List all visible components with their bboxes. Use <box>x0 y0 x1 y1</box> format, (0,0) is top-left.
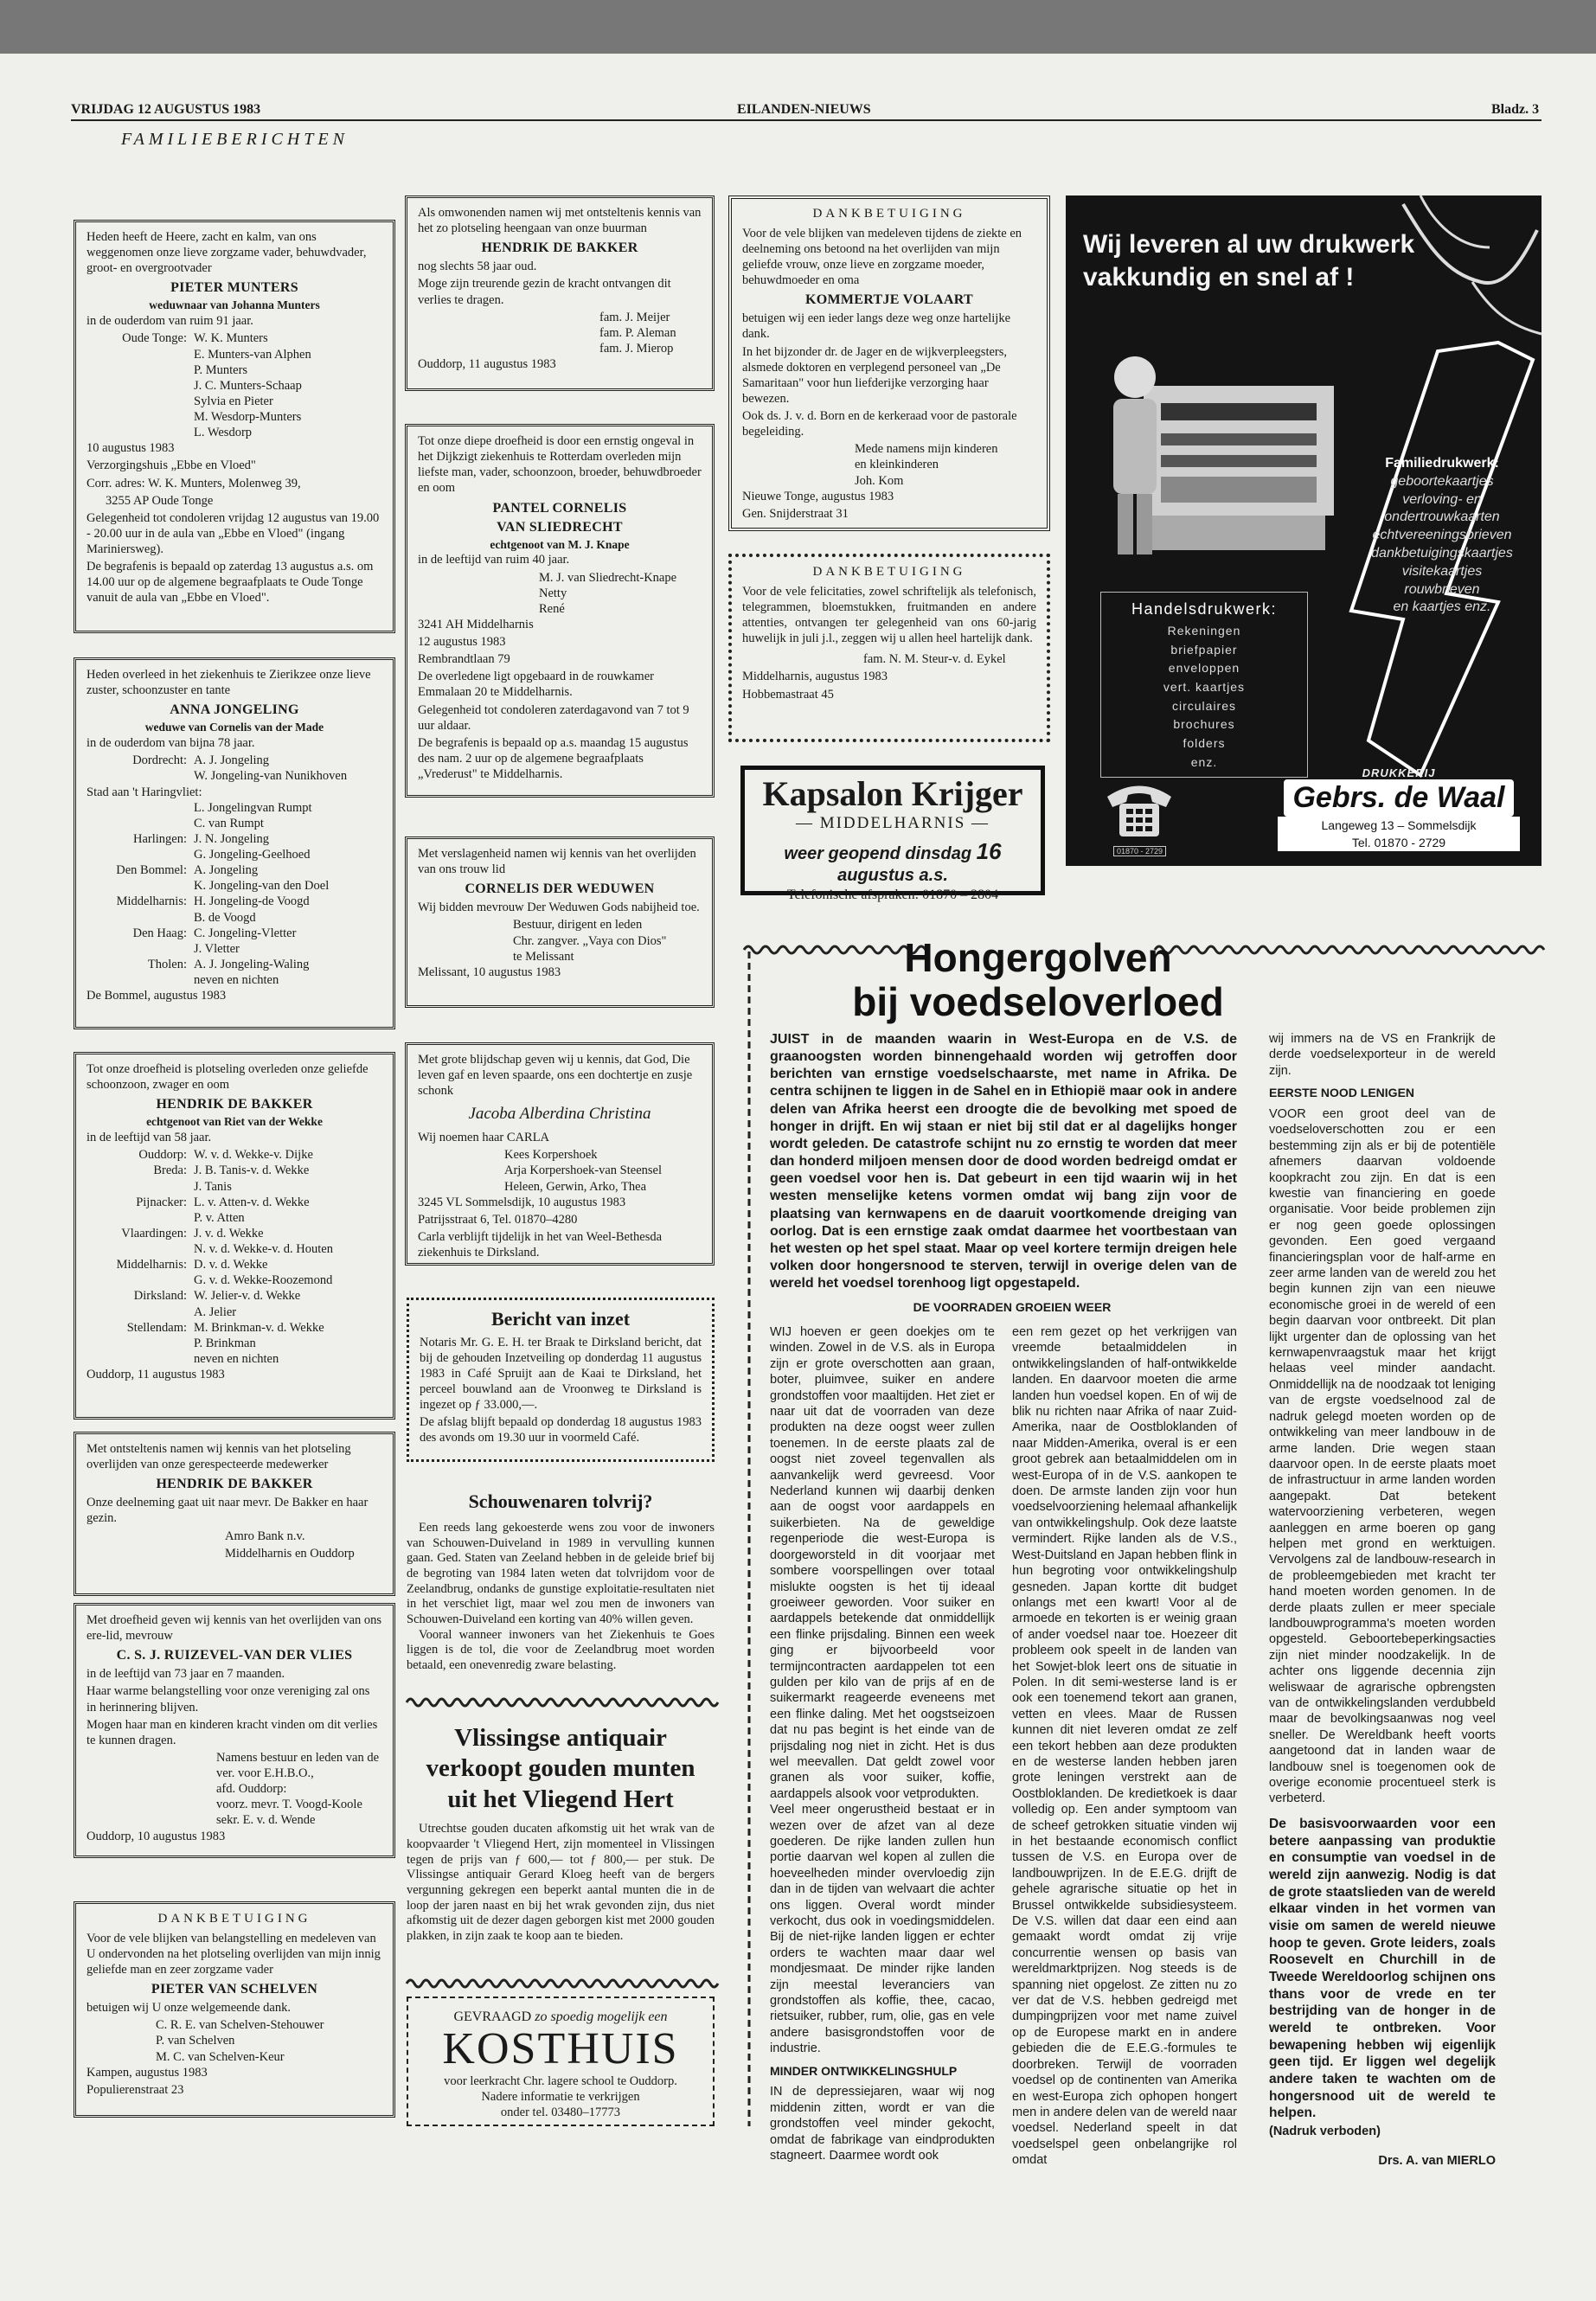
telephone-icon <box>1100 771 1178 844</box>
family-member: G. Jongeling-Geelhoed <box>194 848 311 862</box>
deceased-name: PANTEL CORNELIS <box>492 500 627 516</box>
deceased-sub: echtgenoot van M. J. Knape <box>490 537 630 551</box>
signature-block <box>87 2017 382 2064</box>
family-member: G. v. d. Wekke-Roozemond <box>194 1273 333 1288</box>
signature-line: Bestuur, dirigent en leden <box>513 918 643 933</box>
business-print-list <box>1100 592 1308 778</box>
family-place <box>87 1241 190 1257</box>
family-member: W. Jongeling-van Nunikhoven <box>194 769 348 784</box>
family-list <box>87 330 382 440</box>
signature-line: Netty <box>539 586 567 600</box>
family-member: L. Jongelingvan Rumpt <box>194 800 312 815</box>
signature-block <box>418 1147 702 1194</box>
family-place: Stad aan 't Haringvliet: <box>87 785 202 799</box>
signature-line: M. C. van Schelven-Keur <box>156 2049 285 2064</box>
family-member: M. Wesdorp-Munters <box>194 410 302 424</box>
article-schouwenaren <box>407 1490 715 1674</box>
family-member: C. Jongeling-Vletter <box>194 926 297 940</box>
deceased-sub: weduwe van Cornelis van der Made <box>144 721 324 734</box>
family-place <box>87 394 190 409</box>
family-member: J. C. Munters-Schaap <box>194 378 302 393</box>
family-member: A. J. Jongeling <box>194 753 269 768</box>
wave-divider <box>407 1977 715 1990</box>
notice-title: DANKBETUIGING <box>812 207 966 221</box>
notice-text: Carla verblijft tijdelijk in het van Weel-Bethesda ziekenhuis te Dirksland. <box>418 1229 663 1259</box>
notice-place: Ouddorp, 10 augustus 1983 <box>87 1829 226 1843</box>
family-member: J. B. Tanis-v. d. Wekke <box>194 1163 310 1178</box>
article-column-1 <box>770 1293 1112 2163</box>
article-text: wij immers na de VS en Frankrijk de derde voedselexporteur in de wereld zijn. <box>1269 1032 1496 1078</box>
ad-opening-day: 16 <box>976 837 1002 864</box>
notice-text: Gelegenheid tot condoleren zaterdagavond van 7 tot 9 uur aldaar. <box>418 702 689 733</box>
notice-weduwen <box>405 836 715 1008</box>
notice-text: In het bijzonder dr. de Jager en de wijkverpleegsters, alsmede doktoren en verplegend personeel van „De Samaritaan" voor hun liefderijke verzorging haar bewezen. <box>742 344 1008 406</box>
deceased-name: HENDRIK DE BAKKER <box>156 1097 313 1112</box>
deceased-age: in de ouderdom van ruim 91 jaar. <box>87 314 253 329</box>
notice-text: Ook ds. J. v. d. Born en de kerkeraad voor de pastorale begeleiding. <box>742 409 1017 439</box>
notice-ruizevel <box>74 1603 395 1858</box>
family-print-item: en kaartjes enz. <box>1393 599 1491 615</box>
family-member: W. v. d. Wekke-v. Dijke <box>194 1148 313 1163</box>
notice-text: betuigen wij een ieder langs deze weg onze hartelijke dank. <box>742 311 1011 342</box>
notice-intro: Tot onze diepe droefheid is door een ernstig ongeval in het Dijkzigt ziekenhuis te Rotterdam overleden mijn liefste man, vader, schoonzoon, broeder, behuwdbroeder en oom <box>418 434 702 496</box>
article-title <box>779 936 1298 1023</box>
business-print-item: briefpapier <box>1170 642 1238 657</box>
family-member: neven en nichten <box>194 973 279 987</box>
family-place <box>87 1179 190 1195</box>
family-place: Breda: <box>153 1163 187 1178</box>
notice-address: Populierenstraat 23 <box>87 2082 184 2097</box>
notice-date: 12 augustus 1983 <box>418 635 506 649</box>
family-place: Dirksland: <box>133 1289 187 1304</box>
article-text: Utrechtse gouden ducaten afkomstig uit het wrak van de koopvaarder 't Vliegend Hert, zijn momenteel in Vlissingen tegen de prijs van ƒ 600,— tot ƒ 800,— per stuk. De Vlissingse antiquair Gerard Kloeg heeft van de bergers vergunning gekregen een beperkt aantal munten die in de loop der jaren naast en bij het wrak gevonden zijn, dus niet afkomstig uit de dezer dagen geborgen kist met 2000 gouden plakken, in zijn zaak te koop aan te bieden. <box>407 1822 715 1943</box>
family-member: P. Brinkman <box>194 1336 256 1350</box>
business-print-item: brochures <box>1173 717 1235 732</box>
article-title-3: uit het Vliegend Hert <box>447 1785 674 1813</box>
notice-text: Notaris Mr. G. E. H. ter Braak te Dirksland bericht, dat bij de gehouden Inzetveiling op donderdag 11 augustus 1983 in Café Spruijt aan de Kaai te Dirksland, het perceel bouwland aan de Vroonweg te Dirksland is ingezet op ƒ 33.000,—. <box>420 1335 702 1412</box>
family-place: Tholen: <box>147 957 187 971</box>
family-place: Ouddorp: <box>138 1148 187 1163</box>
wave-divider <box>407 1695 715 1709</box>
business-print-item: folders <box>1183 736 1226 751</box>
family-print-item: verloving- en <box>1402 491 1482 507</box>
notice-text: Voor de vele felicitaties, zowel schriftelijk als telefonisch, telegrammen, bloemstukken, fruitmanden en andere attenties, ontvangen ter gelegenheid van ons 60-jarig huwelijk in juli j.l., zeggen wij u allen heel hartelijk dank. <box>742 584 1036 646</box>
deceased-age: in de leeftijd van 73 jaar en 7 maanden. <box>87 1667 285 1682</box>
subheading-voorraden: DE VOORRADEN GROEIEN WEER <box>913 1300 1112 1314</box>
family-place <box>87 1351 190 1367</box>
family-place <box>87 816 190 831</box>
family-member: A. Jelier <box>194 1304 237 1319</box>
family-place <box>87 972 190 988</box>
family-member: M. Brinkman-v. d. Wekke <box>194 1320 324 1335</box>
article-text: Vooral wanneer inwoners van het Ziekenhuis te Goes liggen is de tol, die voor de Zeelandbrug moet worden betaald, een onevenredig zware belasting. <box>407 1627 715 1673</box>
article-nadruk: (Nadruk verboden) <box>1269 2124 1381 2138</box>
family-member: K. Jongeling-van den Doel <box>194 879 330 894</box>
family-print-title: Familiedrukwerk: <box>1385 456 1499 471</box>
family-member: E. Munters-van Alphen <box>194 347 311 362</box>
family-place <box>87 347 190 362</box>
deceased-name: C. S. J. RUIZEVEL-VAN DER VLIES <box>116 1648 353 1663</box>
notice-place: Kampen, augustus 1983 <box>87 2065 208 2080</box>
signature-line: Mede namens mijn kinderen <box>855 442 998 457</box>
signature-line: sekr. E. v. d. Wende <box>216 1813 316 1828</box>
article-conclusion: De basisvoorwaarden voor een betere aanpassing van produktie en consumptie van voedsel in de wereld zijn aanwezig. Nodig is dat de grote staatslieden van de wereld elkaar vinden in het vormen van visie om samen de wereld nieuwe hoop te geven. Grote leiders, zoals Roosevelt en Churchill in de Tweede Wereldoorlog schijnen ons thans voor de vrede en ter bestrijding van de honger in de wereld te ontbreken. Voor bewapening hebben wij eigenlijk geen tijd. Er liggen wel degelijk andere taken te wachten om de hongersnood uit de wereld te helpen. <box>1269 1816 1496 2121</box>
article-author: Drs. A. van MIERLO <box>1378 2154 1496 2169</box>
notice-place: Melissant, 10 augustus 1983 <box>418 965 561 979</box>
business-print-item: Rekeningen <box>1167 623 1241 638</box>
deceased-name: ANNA JONGELING <box>170 702 299 718</box>
signature-line: fam. N. M. Steur-v. d. Eykel <box>863 652 1006 667</box>
notice-place: Ouddorp, 11 augustus 1983 <box>418 357 556 371</box>
family-place: Den Bommel: <box>116 863 187 878</box>
family-member: N. v. d. Wekke-v. d. Houten <box>194 1242 333 1256</box>
ad-place: — MIDDELHARNIS — <box>795 814 990 832</box>
ad-kosthuis <box>407 1997 715 2126</box>
family-member: J. v. d. Wekke <box>194 1226 264 1240</box>
business-print-item: enveloppen <box>1168 661 1240 676</box>
drukkerij-label: DRUKKERIJ <box>1362 766 1436 779</box>
notice-text: De afslag blijft bepaald op donderdag 18 augustus 1983 des avonds om 19.30 uur in voormeld Café. <box>420 1415 702 1445</box>
signature-line: P. van Schelven <box>156 2034 235 2048</box>
notice-intro: Met ontsteltenis namen wij kennis van het plotseling overlijden van onze gerespecteerde medewerker <box>87 1442 351 1472</box>
signature-line: René <box>539 601 565 616</box>
notice-intro: Heden overleed in het ziekenhuis te Zierikzee onze lieve zuster, schoonzuster en tante <box>87 668 371 698</box>
company-block <box>1278 766 1520 851</box>
signature-line: te Melissant <box>513 949 574 964</box>
signature-line: fam. J. Meijer <box>599 310 670 324</box>
notice-steur <box>728 554 1050 742</box>
ad-gevraagd: GEVRAAGD <box>453 2009 532 2024</box>
family-place: Den Haag: <box>132 926 187 940</box>
signature-line: Heleen, Gerwin, Arko, Thea <box>504 1179 647 1194</box>
wave-border-left <box>742 952 756 2126</box>
business-print-item: enz. <box>1190 754 1218 769</box>
family-member: Sylvia en Pieter <box>194 394 273 408</box>
family-member: L. Wesdorp <box>194 426 253 440</box>
family-member: A. J. Jongeling-Waling <box>194 957 310 971</box>
notice-text: Wij noemen haar CARLA <box>418 1131 550 1145</box>
ad-opening-month: augustus a.s. <box>837 866 948 886</box>
family-member: C. van Rumpt <box>194 816 264 830</box>
article-text: WIJ hoeven er geen doekjes om te winden. Zowel in de V.S. als in Europa zijn er grote overschotten aan graan, boter, pluimvee, suiker en andere grondstoffen voor maaltijden. Het ziet er naar uit dat de voorraden van deze produkten na deze oogst weer zullen toenemen. In de eerste plaats zal de oogst niet zoveel tegenvallen als aanvankelijk werd gevreesd. Voor Nederland kunnen wij daarbij denken aan de oogst voor aardappels en suikerbieten. Na de geweldige regenperiode die west-Europa is doorgeworsteld in dit voorjaar met sombere voorspellingen over totaal mislukte oogsten is het tij ideaal groeiweer geworden. Voor suiker en aardappels betekende dat onmiddellijk een flinke prijsdaling. Binnen een week ging er bijvoorbeeld voor termijncontracten aardappelen tot een gulden per kilo van de prijs af en de suikermarkt reageerde eveneens met een flinke daling. Met het oogstseizoen dat nu pas begint is het einde van de prijsdaling nog niet in zicht. Het is dus wel meevallen. Dat geldt zowel voor granen als voor suiker, koffie, aardappels alsook voor vetprodukten. <box>770 1325 995 1801</box>
family-print-item: ondertrouwkaarten <box>1384 510 1500 525</box>
family-member: H. Jongeling-de Voogd <box>194 894 310 909</box>
notice-text: De begrafenis is bepaald op a.s. maandag 15 augustus des nam. 2 uur op de algemene begraafplaats „Vrederust" te Middelharnis. <box>418 735 689 781</box>
article-text: Een reeds lang gekoesterde wens zou voor de inwoners van Schouwen-Duiveland in 1989 in vervulling kunnen gaan. Ged. Staten van Zeeland hebben in de geleide brief bij de begroting van 1984 laten weten dat tolvrijdom voor de Zeelandbrug, ondanks de gunstige exploitatie-resultaten niet in het verschiet ligt, maar wel zou men de inwoners van Schouwen-Duiveland een korting van 40% willen geven. <box>407 1520 715 1626</box>
deceased-sub: weduwnaar van Johanna Munters <box>149 298 320 312</box>
article-vlissingse <box>407 1723 715 1945</box>
notice-address: 3241 AH Middelharnis <box>418 617 534 631</box>
signature-line: afd. Ouddorp: <box>216 1782 287 1797</box>
notice-pantel <box>405 424 715 798</box>
notice-intro: Met droefheid geven wij kennis van het overlijden van ons ere-lid, mevrouw <box>87 1613 382 1644</box>
notice-carla-birth <box>405 1042 715 1266</box>
signature-line: Chr. zangver. „Vaya con Dios" <box>513 933 667 948</box>
ad-title: KOSTHUIS <box>442 2024 679 2073</box>
notice-note1: Gelegenheid tot condoleren vrijdag 12 augustus van 19.00 - 20.00 uur in de aula van „Ebbe en Vloed" (ingang Mariniersweg). <box>87 510 380 556</box>
business-print-item: vert. kaartjes <box>1163 679 1246 694</box>
family-place <box>87 878 190 894</box>
notice-corr2: 3255 AP Oude Tonge <box>106 493 214 508</box>
notice-place: Ouddorp, 11 augustus 1983 <box>87 1368 225 1381</box>
notice-title: DANKBETUIGING <box>157 1912 311 1926</box>
signature-line: ver. voor E.H.B.O., <box>216 1766 314 1780</box>
family-place <box>87 800 190 816</box>
family-place <box>87 425 190 440</box>
company-tel: Tel. 01870 - 2729 <box>1278 834 1520 851</box>
notice-text: Voor de vele blijken van medeleven tijdens de ziekte en deelneming ons betoond na het overlijden van mijn geliefde vrouw, onze lieve en zorgzame moeder, behuwdmoeder en oma <box>742 226 1022 288</box>
article-title-line2: bij voedseloverloed <box>852 978 1224 1024</box>
header-rule <box>71 119 1542 121</box>
article-text: Veel meer ongerustheid bestaat er in wezen over de afzet van al deze goederen. De rijke landen zullen hun portie daarvan wel kopen al zullen die hoeveelheden minder overvloedig zijn dan in de tijden van welvaart die achter ons liggen. Overal wordt minder verkocht, dus ook in voedingsmiddelen. Bij de niet-rijke landen liggen er echter orders te wachten maar daar wel mondjesmaat. De minder rijke landen zijn meestal leveranciers van grondstoffen als koffie, thee, cacao, rietsuiker, rubber, rum, olie, gas en vele andere basisgrondstoffen voor de industrie. <box>770 1803 995 2056</box>
notice-address: Gen. Snijderstraat 31 <box>742 506 849 521</box>
notice-intro: Als omwonenden namen wij met ontsteltenis kennis van het zo plotseling heengaan van onze buurman <box>418 206 702 236</box>
family-member: L. v. Atten-v. d. Wekke <box>194 1195 310 1209</box>
signature-line: M. J. van Sliedrecht-Knape <box>539 570 677 585</box>
notice-text: Haar warme belangstelling voor onze vereniging zal ons in herinnering blijven. <box>87 1684 370 1715</box>
signature-line: en kleinkinderen <box>855 458 939 472</box>
ad-title: Kapsalon Krijger <box>762 774 1023 813</box>
family-print-item: rouwbrieven <box>1404 581 1480 597</box>
subheading-eerste-nood: EERSTE NOOD LENIGEN <box>1269 1086 1415 1100</box>
notice-intro: Heden heeft de Heere, zacht en kalm, van ons weggenomen onze lieve zorgzame vader, behuwdvader, groot- en overgrootvader <box>87 230 367 276</box>
ad-kapsalon <box>740 766 1045 903</box>
notice-title: Bericht van inzet <box>490 1308 631 1330</box>
deceased-name: PIETER MUNTERS <box>170 280 298 296</box>
article-column-2 <box>1012 1324 1237 2168</box>
notice-street: Rembrandtlaan 79 <box>418 652 510 667</box>
signature-line: C. R. E. van Schelven-Stehouwer <box>156 2018 324 2033</box>
ad-soon: zo spoedig mogelijk een <box>535 2009 668 2024</box>
signature-line: Middelharnis en Ouddorp <box>225 1546 355 1561</box>
family-place <box>87 768 190 784</box>
article-column-3 <box>1269 1031 1496 2169</box>
ad-text: voor leerkracht Chr. lagere school te Ouddorp. <box>444 2073 677 2088</box>
ad-text: Nadere informatie te verkrijgen <box>481 2089 640 2104</box>
notice-date: 10 augustus 1983 <box>87 441 175 456</box>
deceased-name: PIETER VAN SCHELVEN <box>151 1982 318 1997</box>
signature-block <box>418 570 702 617</box>
ad-drukkerij <box>1066 195 1542 866</box>
notice-bakker-amro <box>74 1432 395 1596</box>
company-name: Gebrs. de Waal <box>1284 779 1513 817</box>
family-place: Pijnacker: <box>136 1195 187 1209</box>
notice-intro: Met verslagenheid namen wij kennis van het overlijden van ons trouw lid <box>418 847 696 877</box>
notice-text: De overledene ligt opgebaard in de rouwkamer Emmalaan 20 te Middelharnis. <box>418 670 654 700</box>
ad-phone: onder tel. 03480–17773 <box>500 2105 621 2119</box>
family-member: P. Munters <box>194 362 248 377</box>
notice-text: Mogen haar man en kinderen kracht vinden om dit verlies te kunnen dragen. <box>87 1717 378 1747</box>
notice-text: betuigen wij U onze welgemeende dank. <box>87 2001 291 2016</box>
deceased-name: HENDRIK DE BAKKER <box>156 1477 313 1492</box>
family-print-item: geboortekaartjes <box>1390 473 1494 489</box>
family-place: Dordrecht: <box>132 753 187 768</box>
family-place <box>87 1210 190 1226</box>
header-date: VRIJDAG 12 AUGUSTUS 1983 <box>71 102 261 117</box>
family-place <box>87 910 190 926</box>
child-name: Jacoba Alberdina Christina <box>468 1105 651 1124</box>
family-place: Oude Tonge: <box>122 331 187 346</box>
signature-line: Namens bestuur en leden van de <box>216 1750 380 1765</box>
ad-slogan-line1: Wij leveren al uw drukwerk <box>1083 230 1415 259</box>
signature-line: voorz. mevr. T. Voogd-Koole <box>216 1798 362 1812</box>
notice-bakker-family <box>74 1052 395 1420</box>
notice-intro: Met grote blijdschap geven wij u kennis, dat God, Die leven gaf en leven spaarde, ons een dochtertje en zusje schonk <box>418 1053 693 1099</box>
family-member: neven en nichten <box>194 1351 279 1366</box>
deceased-name: CORNELIS DER WEDUWEN <box>465 881 655 897</box>
family-print-item: echtvereeningsbrieven <box>1372 528 1512 543</box>
family-place <box>87 1304 190 1320</box>
notice-home: Verzorgingshuis „Ebbe en Vloed" <box>87 458 256 473</box>
notice-title: DANKBETUIGING <box>812 565 966 579</box>
family-list <box>87 1147 382 1367</box>
article-title: Vlissingse antiquair <box>454 1724 667 1752</box>
notice-text: Moge zijn treurende gezin de kracht ontvangen dit verlies te dragen. <box>418 277 671 307</box>
notice-address: Hobbemastraat 45 <box>742 687 834 702</box>
notice-intro: Tot onze droefheid is plotseling overleden onze geliefde schoonzoon, zwager en oom <box>87 1062 369 1093</box>
signature-line: fam. P. Aleman <box>599 325 676 340</box>
article-text: IN de depressiejaren, waar wij nog middenin zitten, wordt er van die grondstoffen veel minder gekocht, omdat de fabrikage van eindprodukten stagneert. Daarmee wordt ook <box>770 2085 995 2163</box>
family-print-item: visitekaartjes <box>1401 563 1483 579</box>
family-print-item: dankbetuigingskaartjes <box>1371 545 1513 561</box>
family-place <box>87 847 190 862</box>
business-print-title: Handelsdrukwerk: <box>1131 600 1278 618</box>
notice-corr: Corr. adres: W. K. Munters, Molenweg 39, <box>87 476 301 490</box>
family-member: J. Tanis <box>194 1179 232 1194</box>
family-place <box>87 378 190 394</box>
family-member: B. de Voogd <box>194 910 256 925</box>
family-place <box>87 409 190 425</box>
family-place <box>87 362 190 378</box>
ad-slogan-line2: vakkundig en snel af ! <box>1083 262 1355 292</box>
family-member: J. N. Jongeling <box>194 831 269 846</box>
article-text: een rem gezet op het verkrijgen van vreemde betaalmiddelen in ontwikkelingslanden of half-ontwikkelde landen. En daarvoor moeten die arme landen hun voedsel kopen. En of wij de blik nu richten naar Afrika of naar Zuid-Amerika, naar de Oostbloklanden of naar Midden-Amerika, overal is er een groot gebrek aan betaalmiddelen om in west-Europa of in de V.S. aankopen te doen. De armste landen zijn voor hun voedselvoorziening helemaal afhankelijk van ontwikkelingshulp. Ook deze laatste vermindert. Rijke landen als de V.S., West-Duitsland en Japan hebben flink in hun begroting voor ontwikkelingshulp gesneden. Japan kortte dit budget onlangs met een kwart! Voor al de armoede en tekorten is er weinig graan of ander voedsel naar toe. Hoezeer dit probleem ook speelt in de landen van het Sowjet-blok leert ons de situatie in Polen. In dit semi-westerse land is er ook een toenemend tekort aan granen, vetten en vlees. Maar de Russen kunnen dit niet leveren omdat ze zelf een tekort hebben aan deze produkten en de westerse landen hebben jaren grote leningen verstrekt aan de Oostbloklanden. De kredietkoek is daar volledig op. Een ander symptoom van de scheef getrokken situatie vinden wij in het bestaande economisch conflict tussen de V.S. en Europa over de landbouwprijzen. In de E.E.G. drijft de gehele agrarische situatie op het in Brussel ontwikkelde subsidiesysteem. De V.S. willen dat daar een eind aan gemaakt wordt omdat zij vrije concurrentie wensen op basis van wereldmarktprijzen. Nog steeds is de spanning niet opgelost. Ze zitten nu zo ver dat de V.S. hebben gedreigd met dumpingprijzen voor met name zuivel op de Europese markt en in andere gebieden die de E.E.G.-formules te doorbreken. Terwijl de voorraden voedsel op de continenten van Amerika en west-Europa zich ophopen hongert men in andere delen van de wereld naar voedsel. Nederland speelt in dat voedselspel geen onbelangrijke rol omdat <box>1012 1325 1237 2168</box>
signature-block <box>742 441 1036 488</box>
notice-place: Middelharnis, augustus 1983 <box>742 670 888 684</box>
notice-place: Nieuwe Tonge, augustus 1983 <box>742 489 894 503</box>
company-address: Langeweg 13 – Sommelsdijk <box>1278 817 1520 834</box>
family-member: A. Jongeling <box>194 863 259 878</box>
ad-phone: Telefonische afspraken: 01870 – 2804 <box>786 888 999 903</box>
notice-place: De Bommel, augustus 1983 <box>87 989 227 1003</box>
signature-block <box>418 310 702 356</box>
deceased-name-2: VAN SLIEDRECHT <box>497 519 623 535</box>
deceased-age: nog slechts 58 jaar oud. <box>418 260 537 274</box>
family-place: Middelharnis: <box>116 1258 187 1272</box>
family-member: W. K. Munters <box>194 331 268 346</box>
family-place: Harlingen: <box>132 831 187 846</box>
deceased-age: in de ouderdom van bijna 78 jaar. <box>87 736 255 751</box>
family-member: D. v. d. Wekke <box>194 1258 268 1272</box>
family-place <box>87 1272 190 1288</box>
subheading-ontwikkelingshulp: MINDER ONTWIKKELINGSHULP <box>770 2063 958 2078</box>
signature-line: fam. J. Mierop <box>599 341 674 356</box>
notice-tel: Patrijsstraat 6, Tel. 01870–4280 <box>418 1212 578 1227</box>
header-paper-name: EILANDEN-NIEUWS <box>737 102 871 117</box>
article-title: Schouwenaren tolvrij? <box>468 1490 653 1512</box>
family-place <box>87 1336 190 1351</box>
notice-text: Wij bidden mevrouw Der Weduwen Gods nabijheid toe. <box>418 901 700 915</box>
notice-bakker-neighbours <box>405 195 715 391</box>
notice-note2: De begrafenis is bepaald op zaterdag 13 augustus a.s. om 14.00 uur op de algemene begraafplaats te Oude Tonge vanuit de aula van „Ebbe en Vloed". <box>87 560 374 606</box>
article-text: VOOR een groot deel van de voedseloverschotten zou er een bestemming zijn als er bij de potentiële afnemers daarvan voldoende koopkracht zou zijn. En dat is een kwestie van financiering en goede organisatie. Voor beide problemen zijn er nog geen goede oplossingen gevonden. Een goed vergaand financieringsplan voor de half-arme en zeer arme landen van de wereld zou het begin kunnen zijn van een nieuwe economische groei in de wereld of een begin daarvan voor ontbreekt. Dit plan lijkt urgenter dan de oplossing van het kernwapenvraagstuk maar het krijgt helaas veel minder aandacht. Onmiddellijk na de noodzaak tot leniging van de ergste voedselnood zal de nadruk gelegd moeten worden op de ontwikkeling van meer landbouw in de arme landen. Drie wegen staan daarvoor open. In de eerste plaats moet de infrastructuur in arme landen worden aangepakt. Dat betekent watervoorziening verbeteren, wegen aanleggen en arme boeren op gang helpen met grond en werktuigen. Vervolgens zal de landbouw-research in de probleemgebieden met kracht ter hand moeten worden genomen. In de derde plaats zullen er meer speciale landbouwprogramma's moeten worden opgesteld. Geboortebeperkingsacties zijn niet minder noodzakelijk. In de achter ons liggende decennia zijn weliswaar de agrarische opbrengsten van de ontwikkelingslanden verdubbeld maar de bevolkingsaanwas nog veel sneller. De Wereldbank heeft voorts aangetoond dat in landen waar de landbouw snel is toegenomen ook de overige economie procentueel sterk is verbeterd. <box>1269 1106 1496 1806</box>
article-title-2: verkoopt gouden munten <box>426 1754 695 1783</box>
family-place: Vlaardingen: <box>121 1226 187 1240</box>
family-print-list <box>1351 455 1533 617</box>
deceased-age: in de leeftijd van ruim 40 jaar. <box>418 553 570 567</box>
signature-line: Kees Korpershoek <box>504 1148 598 1163</box>
notice-address: 3245 VL Sommelsdijk, 10 augustus 1983 <box>418 1195 626 1209</box>
header-page-number: Bladz. 3 <box>1491 102 1540 117</box>
signature-block <box>87 1750 382 1829</box>
family-place: Stellendam: <box>126 1320 187 1335</box>
signature-line: Arja Korpershoek-van Steensel <box>504 1163 662 1178</box>
deceased-sub: echtgenoot van Riet van der Wekke <box>146 1115 323 1129</box>
article-title-line1: Hongergolven <box>904 935 1172 980</box>
signature-line: Joh. Kom <box>855 473 904 488</box>
deceased-name: KOMMERTJE VOLAART <box>804 292 974 308</box>
notice-volaart <box>728 195 1050 531</box>
signature-line: Amro Bank n.v. <box>225 1529 305 1543</box>
notice-schelven <box>74 1901 395 2118</box>
article-lead: JUIST in de maanden waarin in West-Europa en de V.S. de graanoogsten worden binnengehaald worden wij getroffen door berichten van ernstige voedselschaarste, met name in Afrika. De centra schijnen te liggen in de Sahel en in Ethiopië maar ook in andere delen van Afrika heerst een droogte die de bevolking met spoed de honger in drijft. En wij staan er niet bij stil dat er al dagelijks honger wordt geleden. De catastrofe schijnt nu zo ernstig te worden dat meer dan honderd miljoen mensen door de dood worden bedreigd omdat er geen voedsel voor hen is. Dat gebeurt in een tijd waarin wij in het westen menselijke ketens vormen omdat wij bang zijn voor de plaatsing van kernwapens en de daaruit voortkomende dreiging van oorlog. Dat is een ernstige zaak omdat daarmee het voortbestaan van het westen op het spel staat. Maar op veel kortere termijn dreigen hele volken door hongersnood te sterven, terwijl in overige delen van de wereld het voedsel torenhoog ligt opgestapeld. <box>770 1032 1237 1292</box>
section-title: FAMILIEBERICHTEN <box>121 130 349 149</box>
family-member: P. v. Atten <box>194 1210 245 1225</box>
family-member: W. Jelier-v. d. Wekke <box>194 1289 301 1304</box>
family-member: J. Vletter <box>194 941 240 956</box>
notice-inzet <box>407 1298 715 1462</box>
family-place: Middelharnis: <box>116 894 187 909</box>
notice-jongeling <box>74 657 395 1029</box>
phone-number-label: 01870 - 2729 <box>1113 846 1166 856</box>
deceased-age: in de leeftijd van 58 jaar. <box>87 1131 212 1145</box>
deceased-name: HENDRIK DE BAKKER <box>481 240 638 256</box>
family-list <box>87 753 382 988</box>
family-place <box>87 941 190 957</box>
notice-munters <box>74 220 395 633</box>
ad-opening: weer geopend dinsdag <box>784 843 972 863</box>
notice-text: Voor de vele blijken van belangstelling en medeleven van U ondervonden na het plotseling overlijden van mijn innig geliefde man en zeer zorgzame vader <box>87 1931 381 1977</box>
signature-block <box>418 917 702 964</box>
notice-text: Onze deelneming gaat uit naar mevr. De Bakker en haar gezin. <box>87 1496 369 1526</box>
business-print-item: circulaires <box>1171 698 1236 713</box>
